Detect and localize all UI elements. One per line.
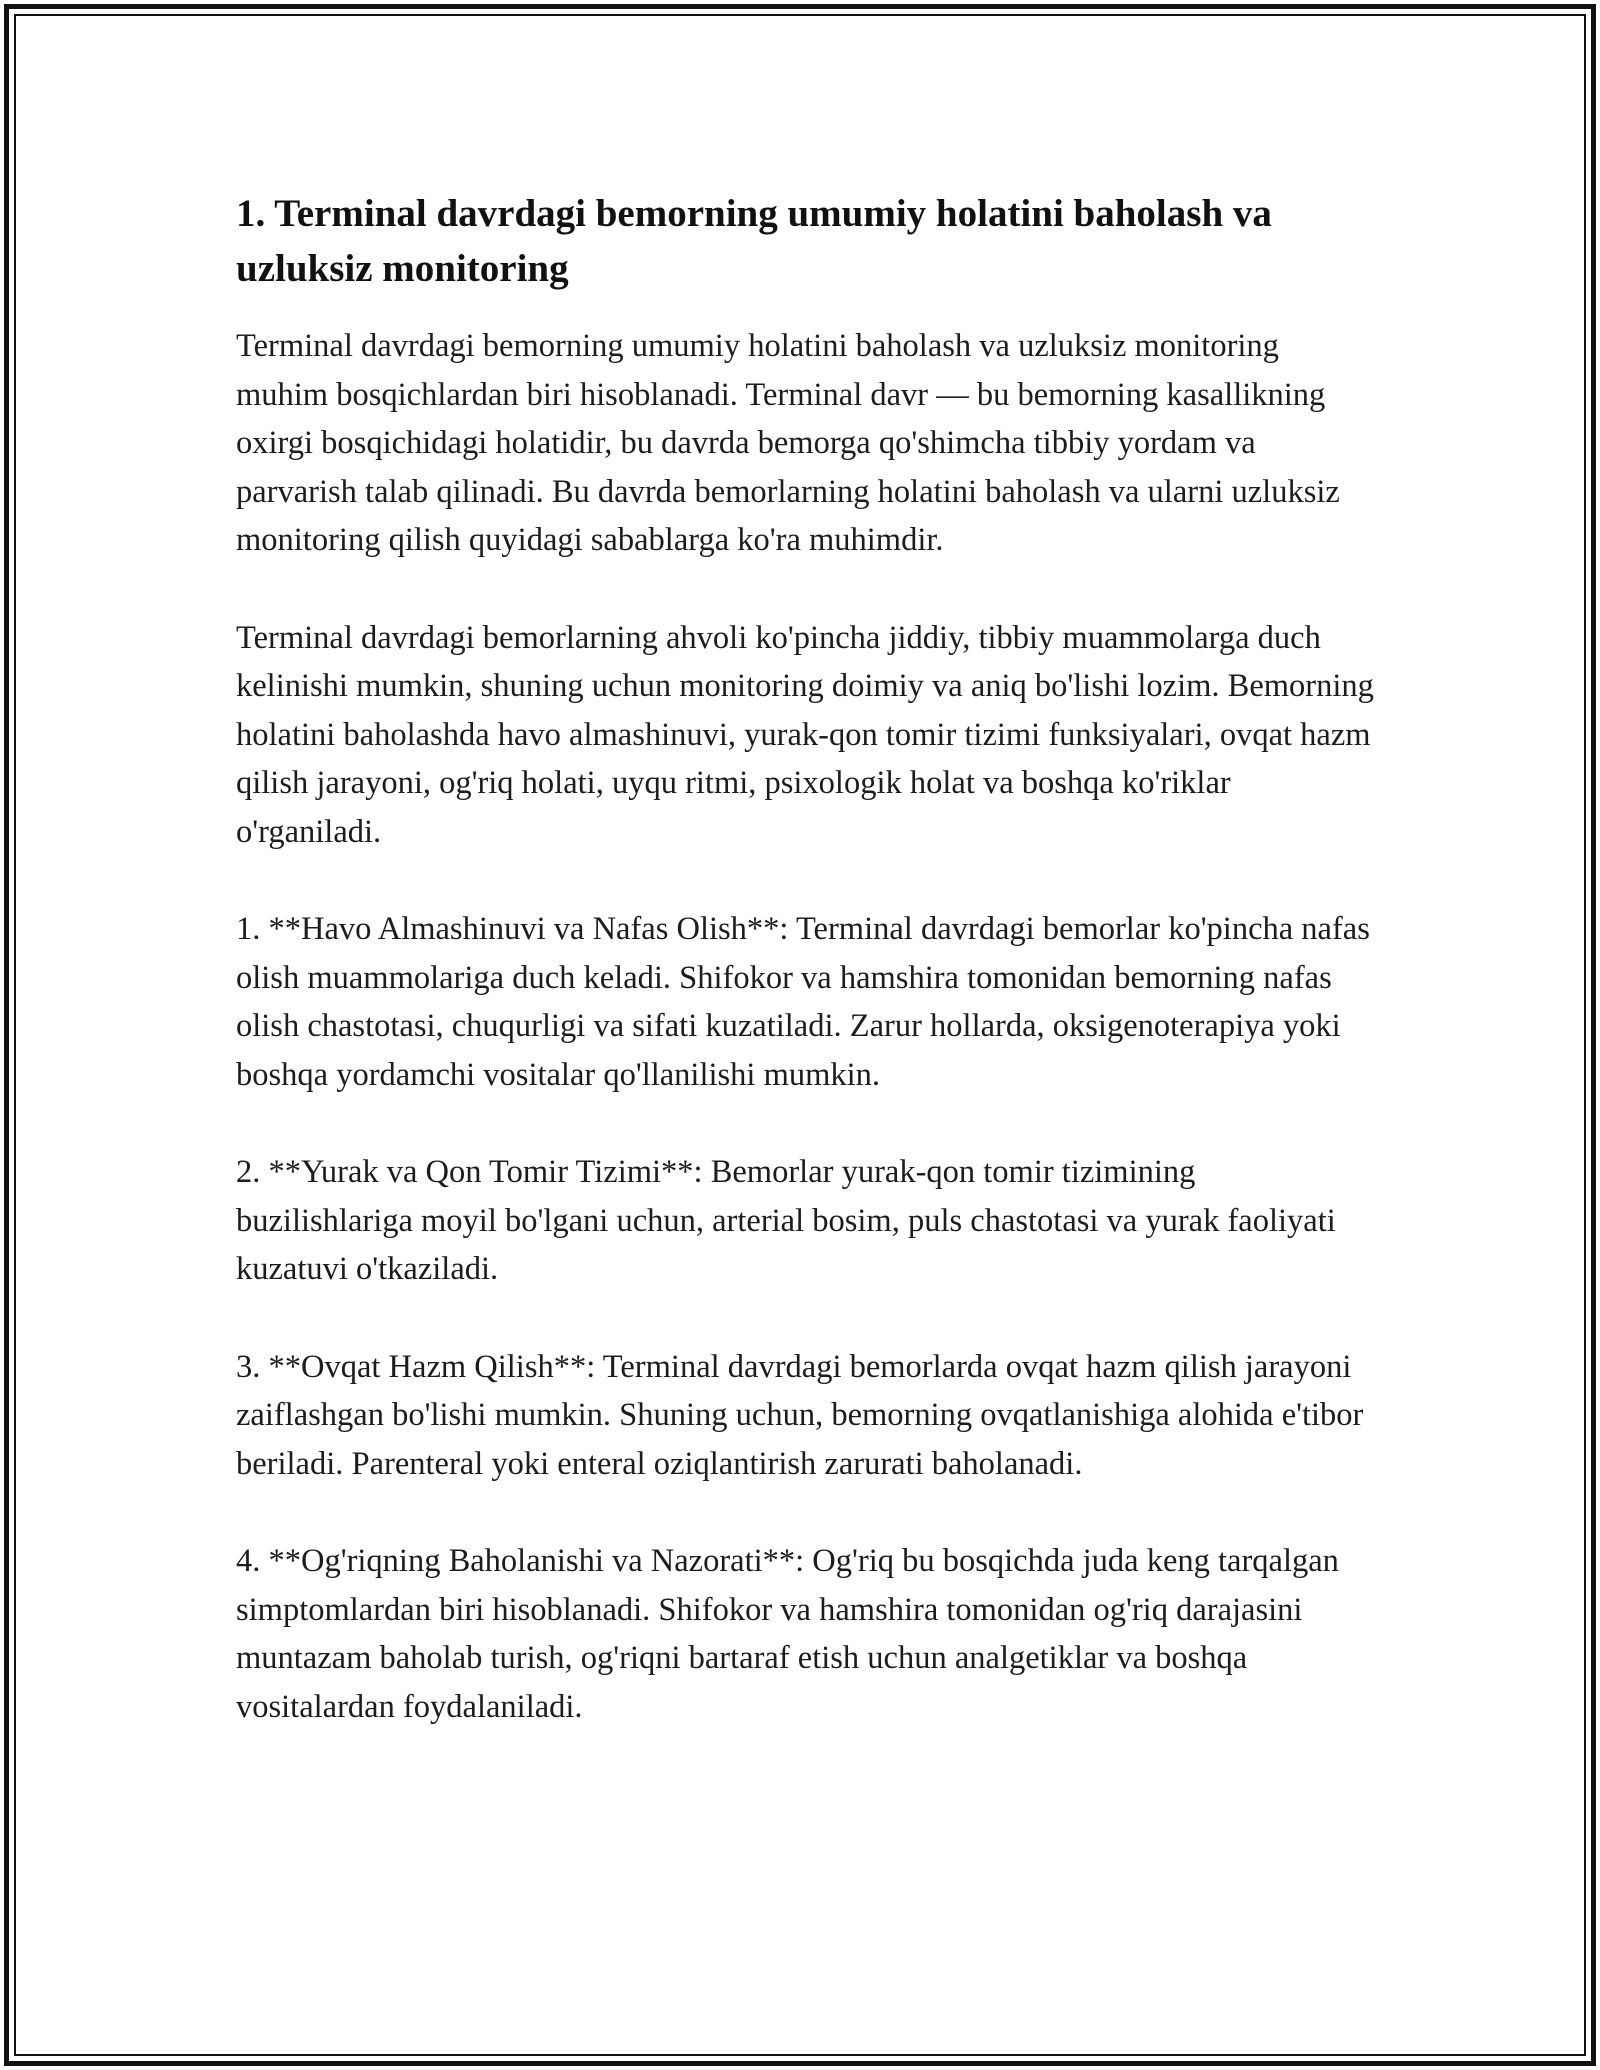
list-item-cardiovascular: 2. **Yurak va Qon Tomir Tizimi**: Bemorlar yurak-qon tomir tizimining buzilishlariga moyil bo'lgani uchun, arterial bosim, puls chastotasi va yurak faoliyati kuzatuvi o'tkaziladi.: [236, 1154, 1336, 1287]
list-item-pain: 4. **Og'riqning Baholanishi va Nazorati**: Og'riq bu bosqichda juda keng tarqalgan simptomlardan biri hisoblanadi. Shifokor va hamshira tomonidan og'riq darajasini muntazam baholab turish, og'riqni bartaraf etish uchun analgetiklar va boshqa vositalardan foydalaniladi.: [236, 1543, 1339, 1725]
intro-paragraph: Terminal davrdagi bemorning umumiy holatini baholash va uzluksiz monitoring muhim bosqichlardan biri hisoblanadi. Terminal davr — bu bemorning kasallikning oxirgi bosqichidagi holatidir, bu davrda bemorga qo'shimcha tibbiy yordam va parvarish talab qilinadi. Bu davrda bemorlarning holatini baholash va ularni uzluksiz monitoring qilish quyidagi sabablarga ko'ra muhimdir.: [236, 328, 1340, 558]
document-body: [236, 186, 1376, 1780]
list-item-digestion: 3. **Ovqat Hazm Qilish**: Terminal davrdagi bemorlarda ovqat hazm qilish jarayoni zaiflashgan bo'lishi mumkin. Shuning uchun, bemorning ovqatlanishiga alohida e'tibor beriladi. Parenteral yoki enteral oziqlantirish zarurati baholanadi.: [236, 1348, 1364, 1482]
overview-paragraph: Terminal davrdagi bemorlarning ahvoli ko'pincha jiddiy, tibbiy muammolarga duch kelinishi mumkin, shuning uchun monitoring doimiy va aniq bo'lishi lozim. Bemorning holatini baholashda havo almashinuvi, yurak-qon tomir tizimi funksiyalari, ovqat hazm qilish jarayoni, og'riq holati, uyqu ritmi, psixologik holat va boshqa ko'riklar o'rganiladi.: [236, 619, 1374, 850]
section-heading: 1. Terminal davrdagi bemorning umumiy holatini baholash va uzluksiz monitoring: [236, 192, 1272, 290]
list-item-breathing: 1. **Havo Almashinuvi va Nafas Olish**: Terminal davrdagi bemorlar ko'pincha nafas olish muammolariga duch keladi. Shifokor va hamshira tomonidan bemorning nafas olish chastotasi, chuqurligi va sifati kuzatiladi. Zarur hollarda, oksigenoterapiya yoki boshqa yordamchi vositalar qo'llanilishi mumkin.: [236, 911, 1370, 1093]
